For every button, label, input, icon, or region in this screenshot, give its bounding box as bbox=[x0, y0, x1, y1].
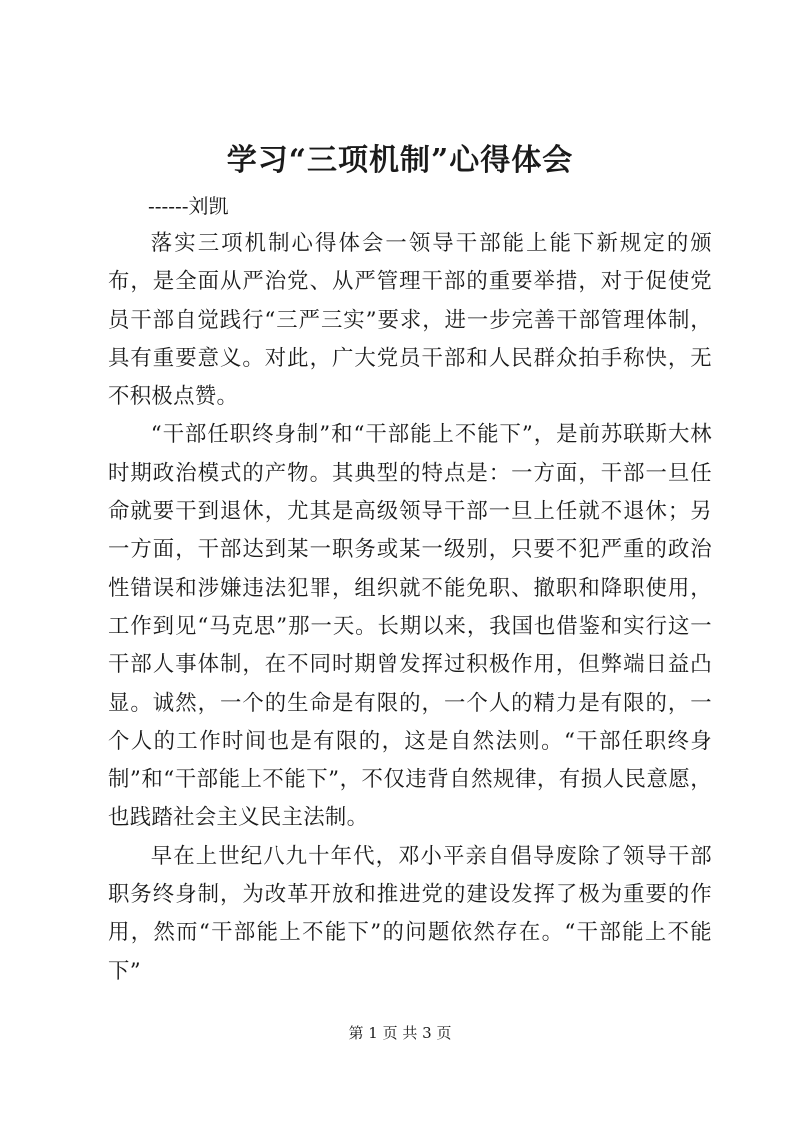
document-title: 学习“三项机制”心得体会 bbox=[226, 143, 574, 178]
document-body bbox=[108, 225, 712, 991]
paragraph-1: 落实三项机制心得体会一领导干部能上能下新规定的颁布，是全面从严治党、从严管理干部的重要举措，对于促使党员干部自觉践行“三严三实”要求，进一步完善干部管理体制，具有重要意义。对此，广大党员干部和人民群众拍手称快，无不积极点赞。 bbox=[108, 231, 712, 410]
page-footer: 第 1 页 共 3 页 bbox=[348, 1024, 452, 1042]
paragraph-2: “干部任职终身制”和“干部能上不能下”，是前苏联斯大林时期政治模式的产物。其典型的特点是：一方面，干部一旦任命就要干到退休，尤其是高级领导干部一旦上任就不退休；另一方面，干部达到某一职务或某一级别，只要不犯严重的政治性错误和涉嫌违法犯罪，组织就不能免职、撤职和降职使用，工作到见“马克思”那一天。长期以来，我国也借鉴和实行这一干部人事体制，在不同时期曾发挥过积极作用，但弊端日益凸显。诚然，一个的生命是有限的，一个人的精力是有限的，一个人的工作时间也是有限的，这是自然法则。“干部任职终身制”和“干部能上不能下”，不仅违背自然规律，有损人民意愿，也践踏社会主义民主法制。 bbox=[108, 422, 712, 831]
author-line: ------刘凯 bbox=[148, 194, 229, 218]
paragraph-3: 早在上世纪八九十年代，邓小平亲自倡导废除了领导干部职务终身制，为改革开放和推进党的建设发挥了极为重要的作用，然而“干部能上不能下”的问题依然存在。“干部能上不能下” bbox=[108, 843, 712, 984]
